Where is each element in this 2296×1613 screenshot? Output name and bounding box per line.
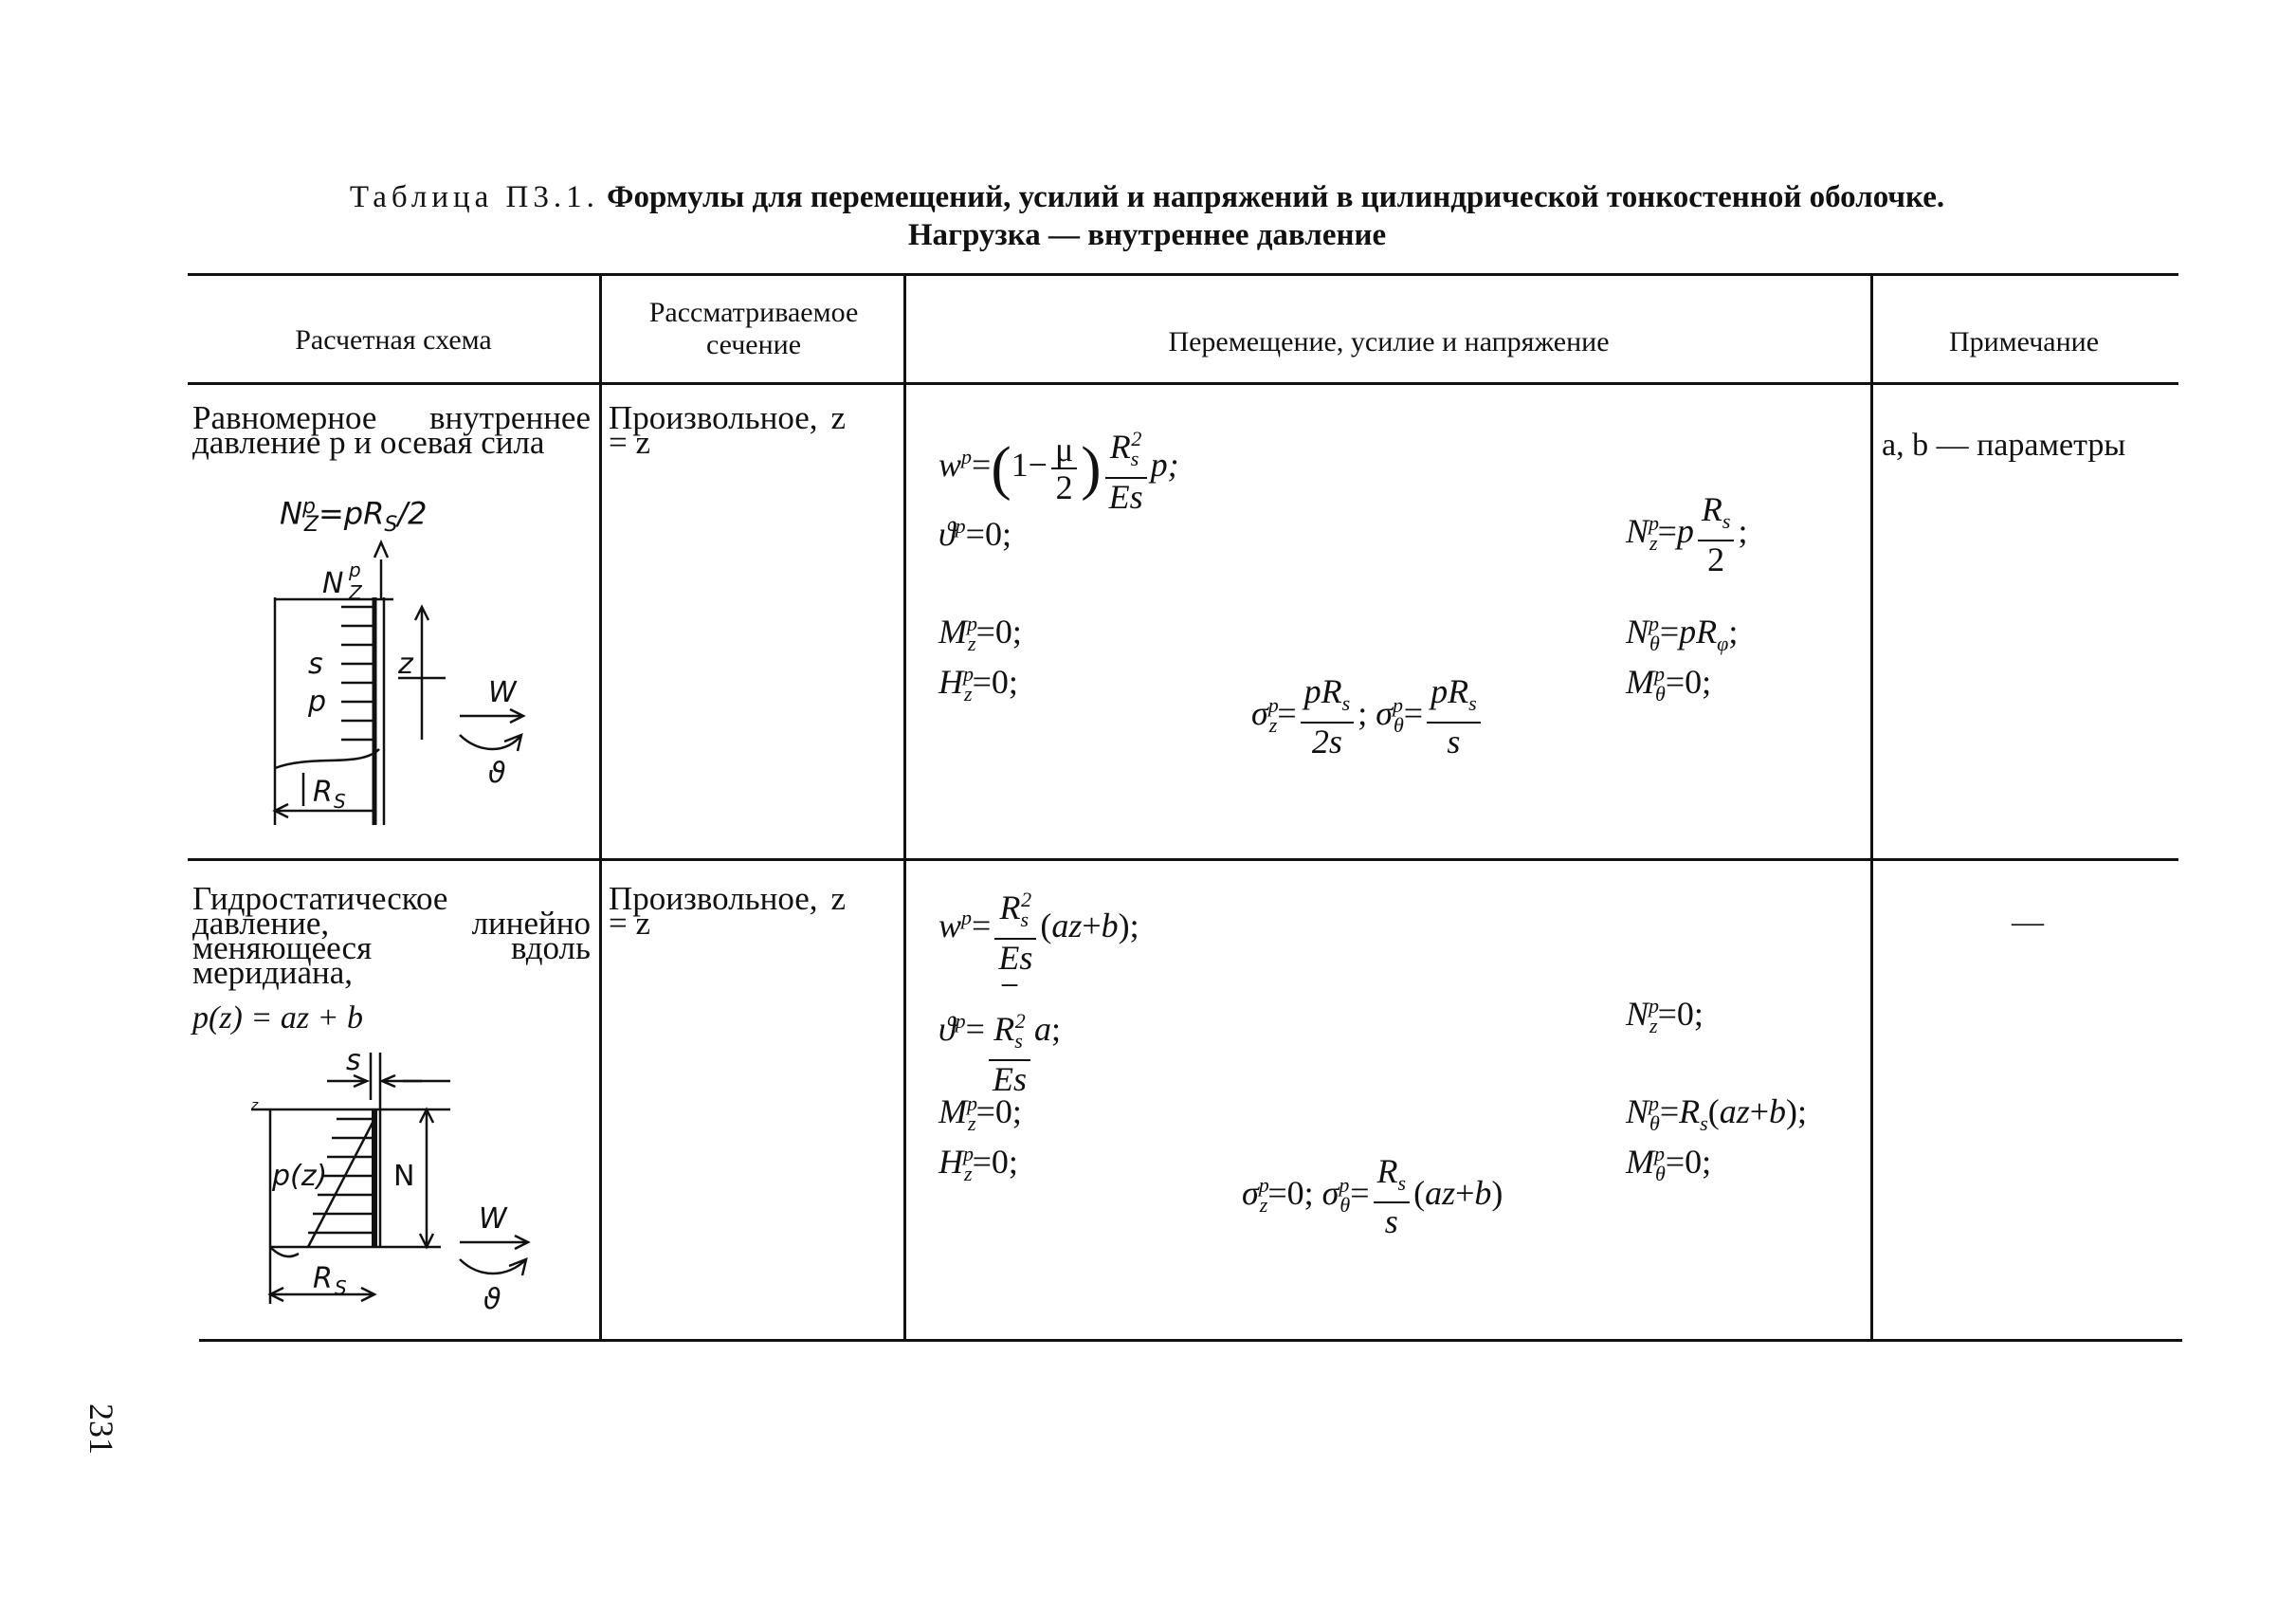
row-divider — [188, 858, 2178, 861]
svg-text:N: N — [322, 567, 344, 600]
row2-formula-wp: $w^p=$ $\frac{R_s^2}{Es}$ (az+b); — [938, 882, 1139, 976]
row1-note: a, b — параметры — [1882, 428, 2126, 463]
svg-text:W: W — [479, 1202, 507, 1236]
row1-section: Произвольное, z = z — [609, 399, 846, 461]
svg-text:s: s — [346, 1044, 361, 1077]
header-values: Перемещение, усилие и напряжение — [1168, 326, 1610, 357]
svg-text:ϑ: ϑ — [483, 1283, 501, 1316]
row1-formula-theta: $ϑ^p=0$; — [938, 514, 1011, 553]
row1-formula-ntheta: $N^p_\theta=pR_\varphi$; $M^p_\theta=0$; — [1626, 612, 1739, 706]
row2-note: — — [2012, 905, 2044, 940]
svg-text:W: W — [488, 676, 517, 709]
col-divider-2 — [903, 273, 906, 1341]
row1-schema-formula: $N^p_Z=pR_S/2$ — [280, 495, 428, 538]
svg-text:S: S — [335, 1276, 347, 1299]
row1-schema-diagram — [256, 541, 540, 825]
row2-formula-theta: $ϑ^p=$ − $R_s^2$ Es a; — [938, 966, 1061, 1099]
svg-text:Z: Z — [349, 581, 362, 604]
row1-formula-wp: $w^p=(1-$ $\frac{\mu}{2}$ ) $\frac{R_s^2}{Es}$ p; — [938, 421, 1179, 515]
table-bottom-rule — [199, 1339, 2182, 1342]
header-schema: Расчетная схема — [295, 324, 492, 356]
svg-text:z: z — [398, 648, 413, 681]
header-section: Рассматриваемое сечение — [648, 297, 859, 360]
svg-text:p: p — [308, 686, 327, 719]
row2-schema-diagram — [251, 1043, 545, 1318]
col-divider-1 — [599, 273, 602, 1341]
row1-formula-mz: $M^p_z=0$; $H^p_z=0$; — [938, 612, 1022, 706]
col-divider-3 — [1870, 273, 1873, 1341]
table-top-rule — [188, 273, 2178, 276]
row2-formula-mz: $M^p_z=0$; $H^p_z=0$; — [938, 1091, 1022, 1186]
row1-description: Равномерное внутреннее давление p и осевая сила — [192, 399, 591, 461]
row2-formula-ntheta: $N^p_\theta=R_s(az+b)$; $M^p_\theta=0$; — [1626, 1091, 1808, 1186]
row2-formula-nz: $N^p_z=0$; — [1626, 994, 1704, 1038]
caption-title: Формулы для перемещений, усилий и напряжений в цилиндрической тонкостенной оболочке. — [607, 180, 1945, 214]
row1-formula-sigma: $\sigma^p_z=$ $\frac{pR_s}{2s}$ ; $\sigma^p_\theta=$ $\frac{pR_s}{s}$ — [1251, 673, 1485, 760]
svg-text:S: S — [334, 790, 346, 813]
row2-section: Произвольное, z = z — [609, 880, 846, 942]
svg-text:z: z — [251, 1098, 259, 1113]
row2-description: Гидростатическое давление, линейно меняющееся вдоль меридиана, — [192, 880, 591, 991]
svg-text:s: s — [308, 648, 323, 681]
svg-text:R: R — [313, 776, 333, 809]
row2-formula-sigma: $\sigma^p_z=0$; $\sigma^p_\theta=$ $\frac{R_s}{s}$ (az+b) — [1242, 1152, 1503, 1241]
row2-schema-formula: p(z) = az + b — [192, 1000, 363, 1036]
page-number: 231 — [82, 1403, 120, 1455]
header-bottom-rule — [188, 382, 2178, 385]
svg-text:p: p — [349, 559, 361, 581]
caption-subtitle: Нагрузка — внутреннее давление — [907, 218, 1387, 252]
row1-formula-nz: $N^p_z=p$ $\frac{R_s}{2}$ ; — [1626, 490, 1748, 579]
header-note: Примечание — [1948, 326, 2100, 357]
svg-text:ϑ: ϑ — [488, 757, 506, 790]
svg-text:N: N — [393, 1160, 415, 1193]
caption-label: Таблица П3.1. — [349, 180, 599, 214]
svg-text:p(z): p(z) — [272, 1160, 328, 1193]
table-caption — [171, 178, 2123, 254]
svg-text:R: R — [313, 1262, 333, 1295]
